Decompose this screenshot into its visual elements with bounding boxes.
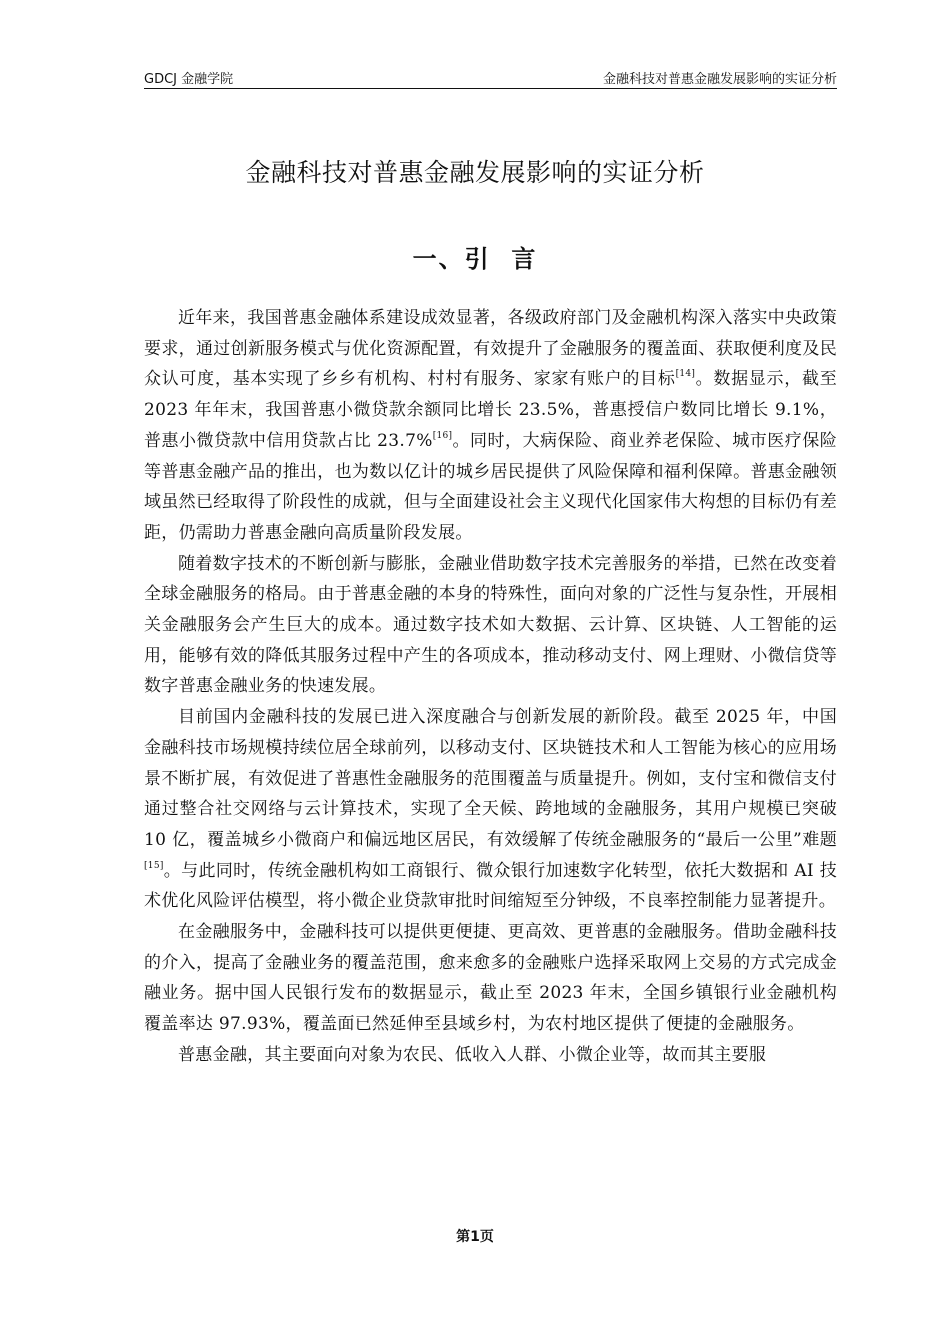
paragraph-1-part-3: 。同时，大病保险、商业养老保险、城市医疗保险等普惠金融产品的推出，也为数以亿计的城乡居民提供了风险保障和福利保障。普惠金融领域虽然已经取得了阶段性的成就，但与全面建设社会主义现代化国家伟大构想的目标仍有差距，仍需助力普惠金融向高质量阶段发展。 bbox=[144, 430, 838, 543]
page-number: 第1页 bbox=[456, 1229, 494, 1245]
citation-14: [14] bbox=[675, 369, 696, 380]
paragraph-3 bbox=[144, 702, 837, 917]
paragraph-2: 随着数字技术的不断创新与膨胀，金融业借助数字技术完善服务的举措，已然在改变着全球金融服务的格局。由于普惠金融的本身的特殊性，面向对象的广泛性与复杂性，开展相关金融服务会产生巨大的成本。通过数字技术如大数据、云计算、区块链、人工智能的运用，能够有效的降低其服务过程中产生的各项成本，推动移动支付、网上理财、小微信贷等数字普惠金融业务的快速发展。 bbox=[144, 553, 837, 697]
paragraph-5: 普惠金融，其主要面向对象为农民、低收入人群、小微企业等，故而其主要服 bbox=[178, 1044, 767, 1065]
section-heading bbox=[0, 239, 950, 274]
paragraph-3-part-2: 。与此同时，传统金融机构如工商银行、微众银行加速数字化转型，依托大数据和 AI 技术优化风险评估模型，将小微企业贷款审批时间缩短至分钟级，不良率控制能力显著提升。 bbox=[144, 860, 837, 912]
paragraph-1 bbox=[144, 303, 837, 549]
running-header bbox=[144, 66, 837, 89]
document-title: 金融科技对普惠金融发展影响的实证分析 bbox=[245, 158, 705, 187]
paragraph-4: 在金融服务中，金融科技可以提供更便捷、更高效、更普惠的金融服务。借助金融科技的介入，提高了金融业务的覆盖范围，愈来愈多的金融账户选择采取网上交易的方式完成金融业务。据中国人民银行发布的数据显示，截止至 2023 年末，全国乡镇银行业金融机构覆盖率达 97.93%，覆盖面已然延伸至县域乡村，为农村地区提供了便捷的金融服务。 bbox=[144, 922, 837, 1035]
paragraph-3-part-1: 目前国内金融科技的发展已进入深度融合与创新发展的新阶段。截至 2025 年，中国金融科技市场规模持续位居全球前列，以移动支付、区块链技术和人工智能为核心的应用场景不断扩展，有效促进了普惠性金融服务的范围覆盖与质量提升。例如，支付宝和微信支付通过整合社交网络与云计算技术，实现了全天候、跨地域的金融服务，其用户规模已突破 10 亿，覆盖城乡小微商户和偏远地区居民，有效缓解了传统金融服务的“最后一公里”难题 bbox=[144, 707, 837, 850]
body-text bbox=[144, 303, 837, 1071]
citation-16: [16] bbox=[432, 430, 453, 441]
header-paper-title: 金融科技对普惠金融发展影响的实证分析 bbox=[602, 72, 837, 87]
paragraph-1-part-1: 近年来，我国普惠金融体系建设成效显著，各级政府部门及金融机构深入落实中央政策要求，通过创新服务模式与优化资源配置，有效提升了金融服务的覆盖面、获取便利度及民众认可度，基本实现了乡乡有机构、村村有服务、家家有账户的目标 bbox=[144, 308, 837, 390]
header-institution: GDCJ 金融学院 bbox=[144, 72, 234, 87]
paragraph-1-part-2: 。数据显示，截至 2023 年年末，我国普惠小微贷款余额同比增长 23.5%，普惠授信户数同比增长 9.1%，普惠小微贷款中信用贷款占比 23.7% bbox=[144, 369, 837, 451]
citation-15: [15] bbox=[144, 860, 164, 871]
section-heading-text: 一、引 言 bbox=[412, 245, 538, 273]
